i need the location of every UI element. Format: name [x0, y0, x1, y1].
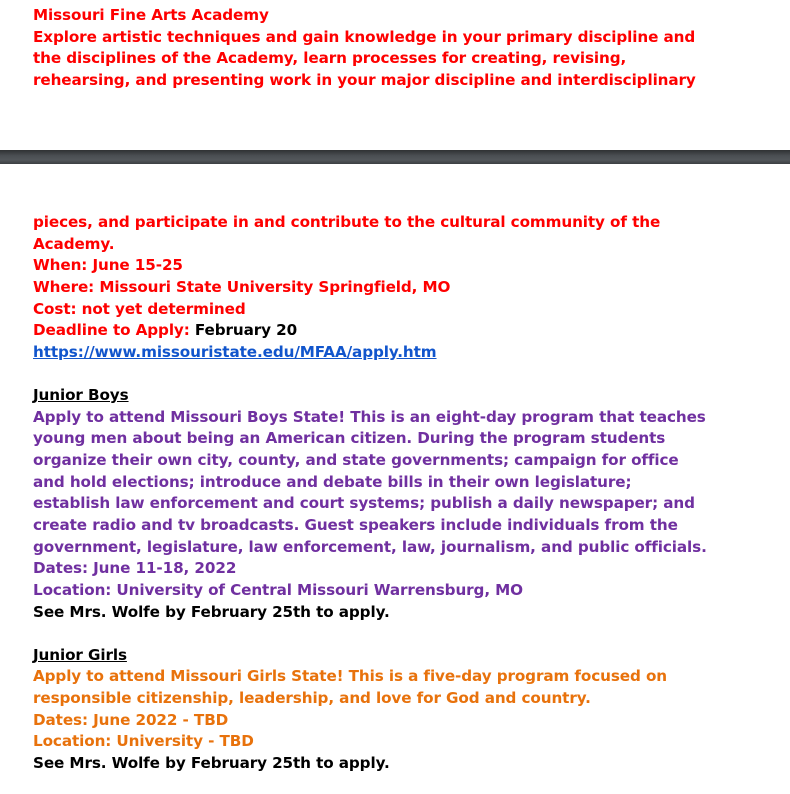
girls-desc-line: Apply to attend Missouri Girls State! This is a five-day program focused on: [33, 667, 668, 686]
page-2-content: [33, 212, 707, 775]
boys-desc-line: organize their own city, county, and state governments; campaign for office: [33, 451, 679, 470]
page-1-content: [33, 5, 696, 92]
mfaa-title: Missouri Fine Arts Academy: [33, 6, 269, 24]
junior-boys-heading: Junior Boys: [33, 386, 129, 405]
girls-desc-line: responsible citizenship, leadership, and love for God and country.: [33, 689, 591, 708]
boys-desc-line: government, legislature, law enforcement, law, journalism, and public officials.: [33, 537, 707, 556]
girls-apply-note: See Mrs. Wolfe by February 25th to apply.: [33, 754, 390, 773]
boys-desc-line: young men about being an American citizen. During the program students: [33, 429, 666, 448]
mfaa-apply-link[interactable]: https://www.missouristate.edu/MFAA/apply.htm: [33, 342, 437, 361]
boys-desc-line: and hold elections; introduce and debate bills in their own legislature;: [33, 472, 632, 491]
boys-desc-line: establish law enforcement and court systems; publish a daily newspaper; and: [33, 494, 695, 513]
mfaa-desc-line: the disciplines of the Academy, learn processes for creating, revising,: [33, 49, 627, 68]
deadline-value: February 20: [189, 321, 298, 340]
mfaa-desc-line: pieces, and participate in and contribute to the cultural community of the: [33, 213, 661, 231]
boys-desc-line: create radio and tv broadcasts. Guest speakers include individuals from the: [33, 515, 678, 534]
boys-location: Location: University of Central Missouri Warrensburg, MO: [33, 580, 523, 599]
boys-dates: Dates: June 11-18, 2022: [33, 559, 237, 578]
mfaa-when: When: June 15-25: [33, 256, 183, 275]
girls-location: Location: University - TBD: [33, 732, 254, 751]
boys-desc-line: Apply to attend Missouri Boys State! This is an eight-day program that teaches: [33, 407, 706, 426]
mfaa-where: Where: Missouri State University Springfield, MO: [33, 277, 451, 296]
mfaa-cost: Cost: not yet determined: [33, 299, 246, 318]
mfaa-desc-line: Academy.: [33, 234, 115, 253]
junior-girls-heading: Junior Girls: [33, 645, 127, 664]
girls-dates: Dates: June 2022 - TBD: [33, 710, 229, 729]
page-break-divider: [0, 150, 790, 164]
deadline-label: Deadline to Apply:: [33, 321, 190, 340]
mfaa-deadline: [33, 320, 707, 342]
mfaa-desc-line: rehearsing, and presenting work in your major discipline and interdisciplinary: [33, 70, 696, 89]
boys-apply-note: See Mrs. Wolfe by February 25th to apply.: [33, 602, 390, 621]
mfaa-desc-line: Explore artistic techniques and gain knowledge in your primary discipline and: [33, 27, 696, 46]
